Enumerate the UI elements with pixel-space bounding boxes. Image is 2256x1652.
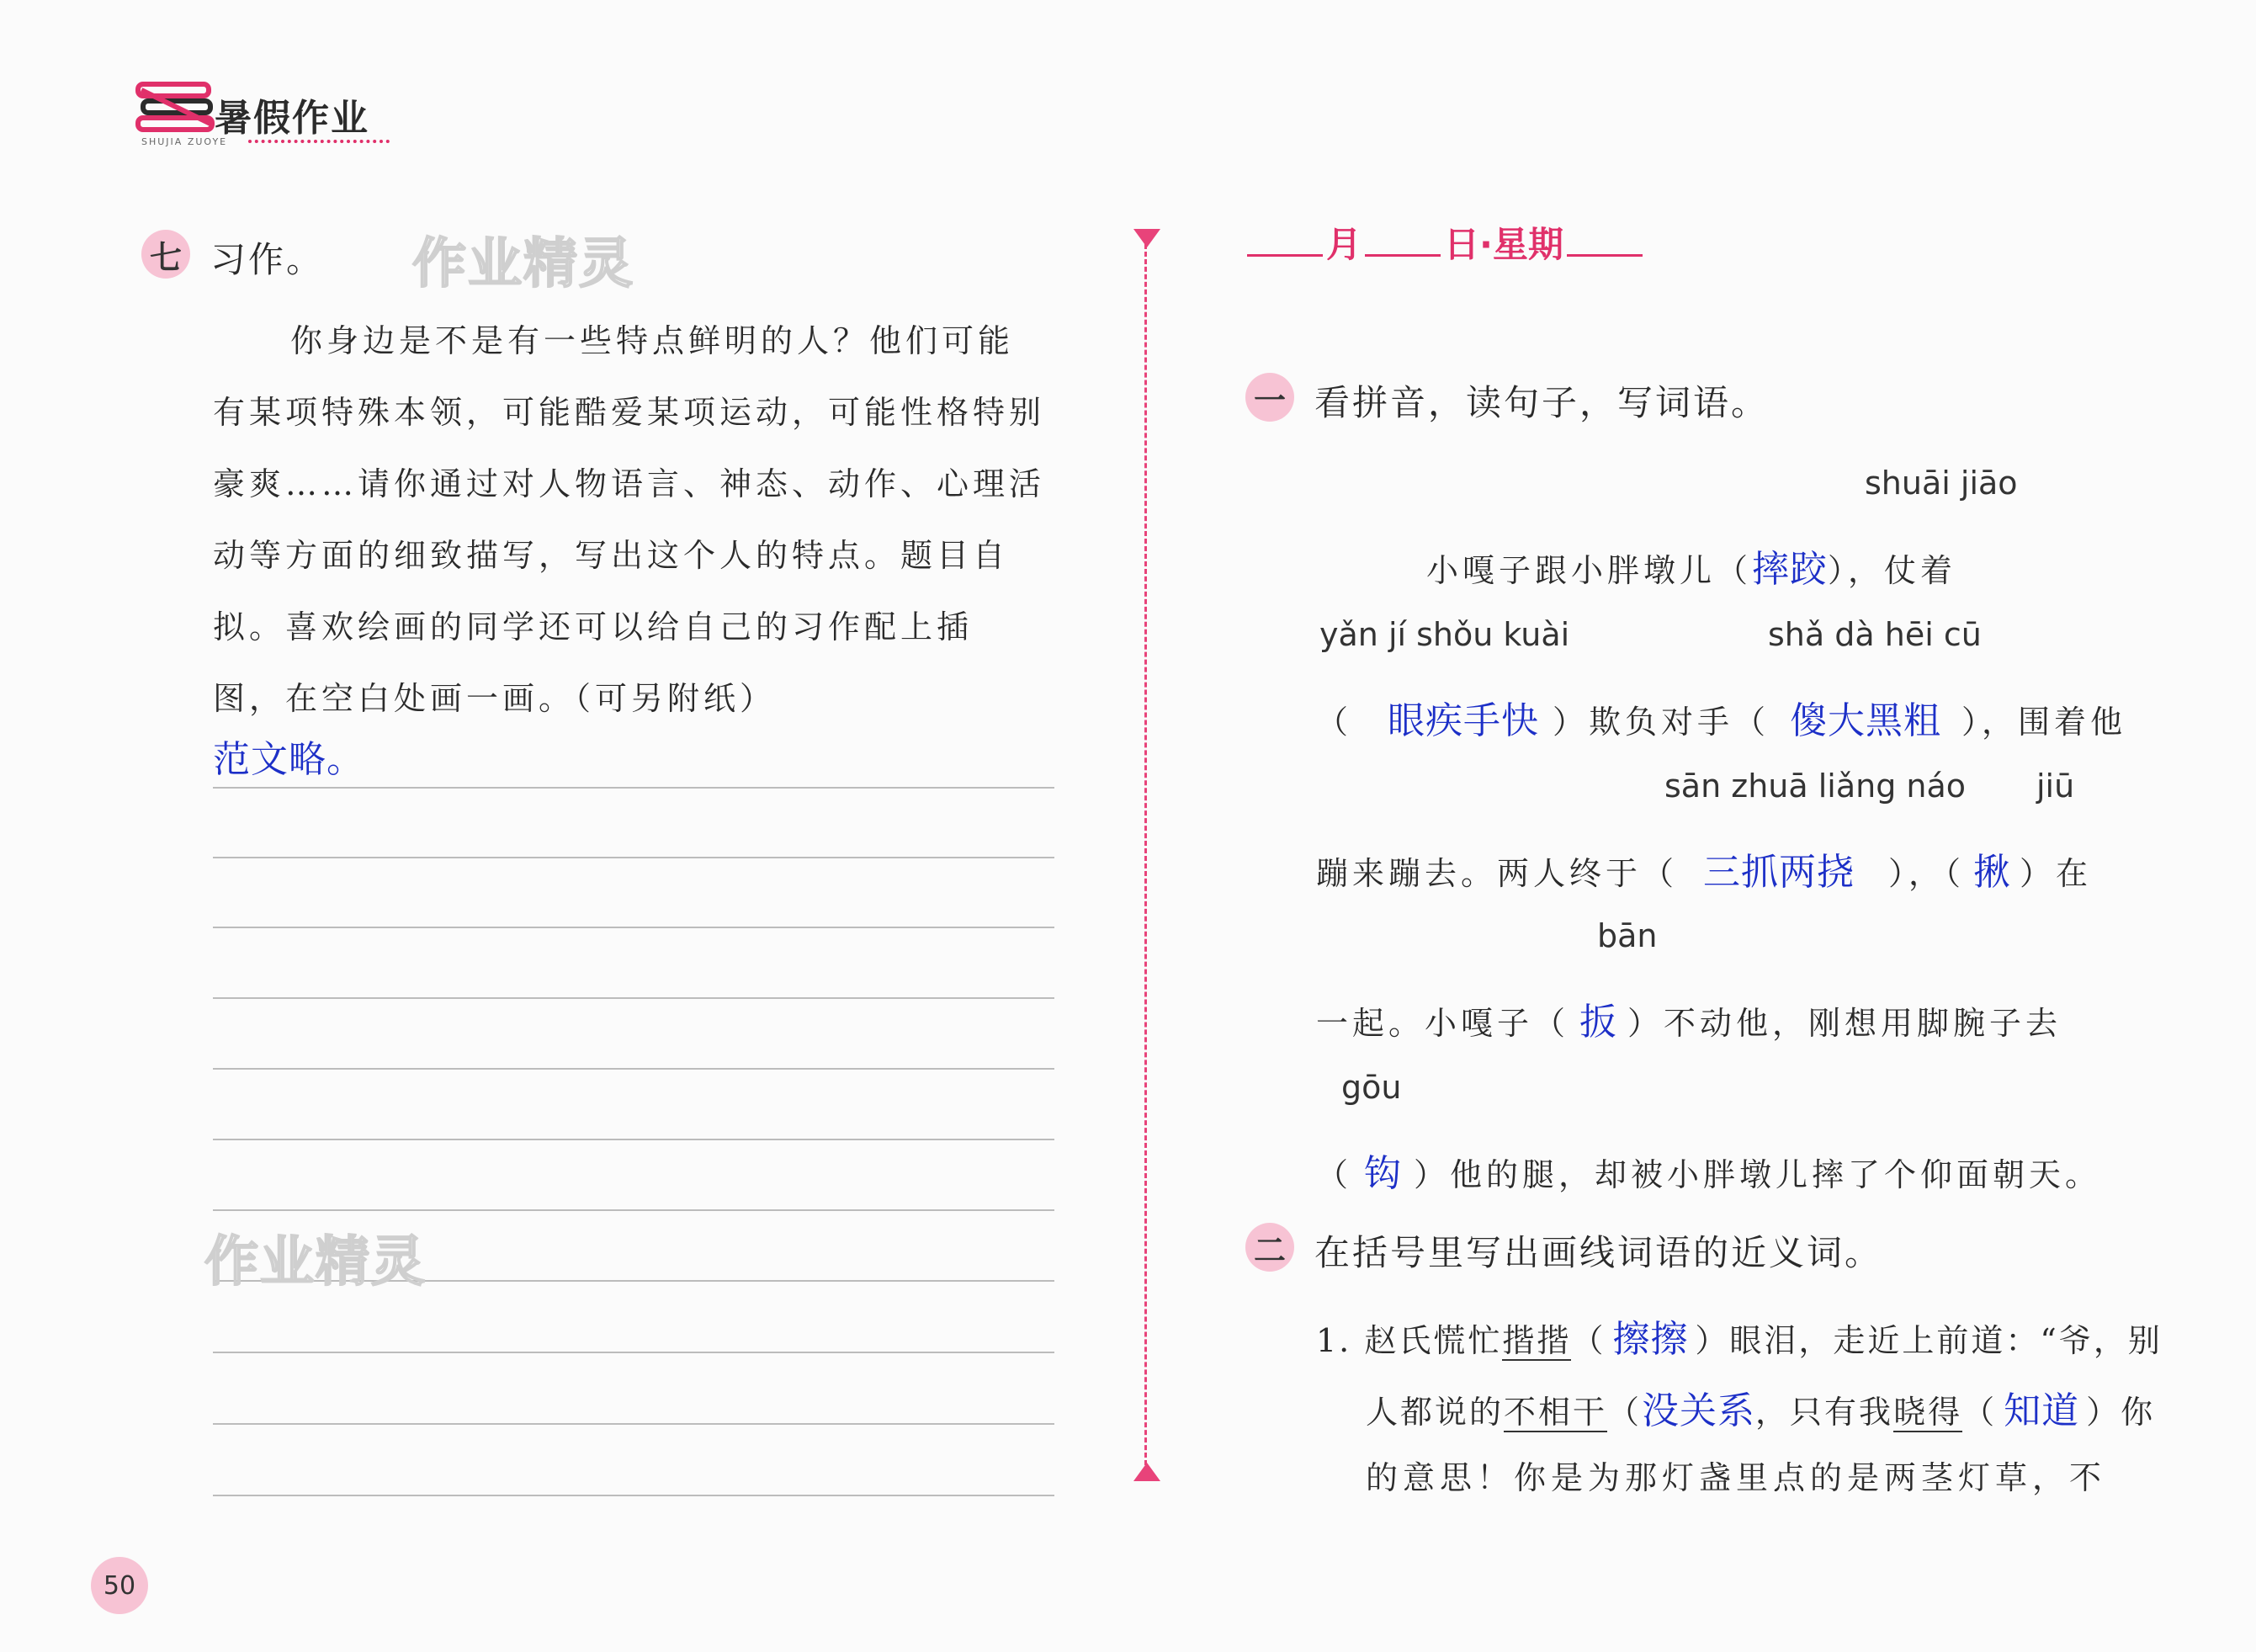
- section-one-title: 看拼音，读句子，写词语。: [1314, 382, 1770, 423]
- pinyin-jiu: jiū: [2036, 768, 2075, 805]
- pinyin-shadaheicu: shǎ dà hēi cū: [1768, 616, 1982, 653]
- answer-zhidao: 知道: [2004, 1389, 2080, 1432]
- item-one-line-2: 人都说的不相干（没关系，只有我晓得（ 知道 ）你: [1366, 1389, 2156, 1432]
- month-label: 月: [1326, 224, 1362, 265]
- pinyin-shuaijiao: shuāi jiāo: [1865, 465, 2018, 502]
- watermark-top: 作业精灵: [412, 233, 634, 295]
- answer-jiu: 揪: [1973, 851, 2012, 894]
- day-blank[interactable]: [1365, 254, 1441, 257]
- sentence-line-2: （ 眼疾手快 ）欺负对手（ 傻大黑粗 ），围着他: [1316, 699, 2127, 742]
- day-weekday-label: 日·星期: [1444, 224, 1563, 265]
- answer-ban: 扳: [1579, 1001, 1618, 1044]
- essay-answer: 范文略。: [213, 738, 364, 781]
- writing-line: [213, 1495, 1054, 1496]
- prompt-line-1: 你身边是不是有一些特点鲜明的人？他们可能: [290, 322, 1015, 359]
- page-number: 50: [91, 1557, 148, 1614]
- underlined-word-xiaode: 晓得: [1893, 1394, 1963, 1431]
- sentence-line-1: 小嘎子跟小胖墩儿（摔跤），仗着: [1426, 548, 1957, 591]
- writing-line: [213, 1423, 1054, 1425]
- pinyin-sanzhualiangnao: sān zhuā liǎng náo: [1664, 768, 1967, 805]
- logo-subtitle: SHUJIA ZUOYE: [141, 136, 228, 147]
- pinyin-gou: gōu: [1341, 1069, 1402, 1106]
- answer-shuaijiao: 摔跤: [1752, 548, 1829, 591]
- divider-arrow-top-icon: [1133, 229, 1160, 247]
- answer-gou: 钩: [1364, 1152, 1403, 1195]
- section-seven-badge: 七: [141, 230, 190, 279]
- answer-caca: 擦擦: [1612, 1318, 1689, 1361]
- answer-shadaheicu: 傻大黑粗: [1790, 699, 1942, 742]
- logo-dotted-line: [248, 140, 390, 143]
- divider-arrow-bottom-icon: [1133, 1463, 1160, 1481]
- prompt-line-3: 豪爽……请你通过对人物语言、神态、动作、心理活: [213, 465, 1046, 502]
- date-line: [1244, 217, 1646, 268]
- answer-sanzhualiangnao: 三抓两挠: [1703, 851, 1855, 894]
- sentence-line-3: 蹦来蹦去。两人终于（ 三抓两挠 ），（ 揪 ）在: [1316, 851, 2093, 894]
- writing-line: [213, 1209, 1054, 1211]
- pinyin-ban: bān: [1597, 917, 1658, 954]
- prompt-line-4: 动等方面的细致描写，写出这个人的特点。题目自: [213, 537, 1010, 574]
- item-one-line-1: 1. 赵氏慌忙揩揩（ 擦擦 ）眼泪，走近上前道：“爷，别: [1316, 1318, 2163, 1361]
- sentence-line-4: 一起。小嘎子（ 扳 ）不动他，刚想用脚腕子去: [1316, 1001, 2062, 1044]
- pinyin-yanjishoukuai: yǎn jí shǒu kuài: [1319, 616, 1570, 653]
- answer-yanjishoukuai: 眼疾手快: [1388, 699, 1540, 742]
- answer-meiguanxi: 没关系: [1642, 1389, 1756, 1432]
- writing-line: [213, 997, 1054, 999]
- prompt-line-5: 拟。喜欢绘画的同学还可以给自己的习作配上插: [213, 608, 974, 645]
- writing-line: [213, 857, 1054, 858]
- writing-line: [213, 1352, 1054, 1353]
- brand-logo: [135, 77, 387, 153]
- logo-title: 暑假作业: [215, 97, 369, 140]
- section-two-badge: 二: [1245, 1223, 1294, 1272]
- prompt-line-2: 有某项特殊本领，可能酷爱某项运动，可能性格特别: [213, 394, 1046, 431]
- writing-line: [213, 1139, 1054, 1140]
- section-two-title: 在括号里写出画线词语的近义词。: [1314, 1232, 1883, 1273]
- sentence-line-5: （ 钩 ）他的腿，却被小胖墩儿摔了个仰面朝天。: [1316, 1152, 2102, 1195]
- underlined-word-buxianggan: 不相干: [1504, 1394, 1608, 1431]
- prompt-line-6: 图，在空白处画一画。（可另附纸）: [213, 680, 777, 717]
- weekday-blank[interactable]: [1567, 254, 1643, 257]
- page-divider: [1144, 244, 1147, 1473]
- writing-line: [213, 787, 1054, 789]
- section-one-badge: 一: [1245, 373, 1294, 422]
- watermark-bottom: 作业精灵: [204, 1231, 427, 1293]
- month-blank[interactable]: [1247, 254, 1323, 257]
- book-stack-icon: [135, 77, 219, 136]
- underlined-word-kaikai: 揩揩: [1502, 1322, 1572, 1359]
- item-one-line-3: 的意思！你是为那灯盏里点的是两茎灯草，不: [1366, 1459, 2107, 1496]
- writing-line: [213, 1068, 1054, 1070]
- section-seven-title: 习作。: [210, 239, 325, 280]
- writing-line: [213, 927, 1054, 928]
